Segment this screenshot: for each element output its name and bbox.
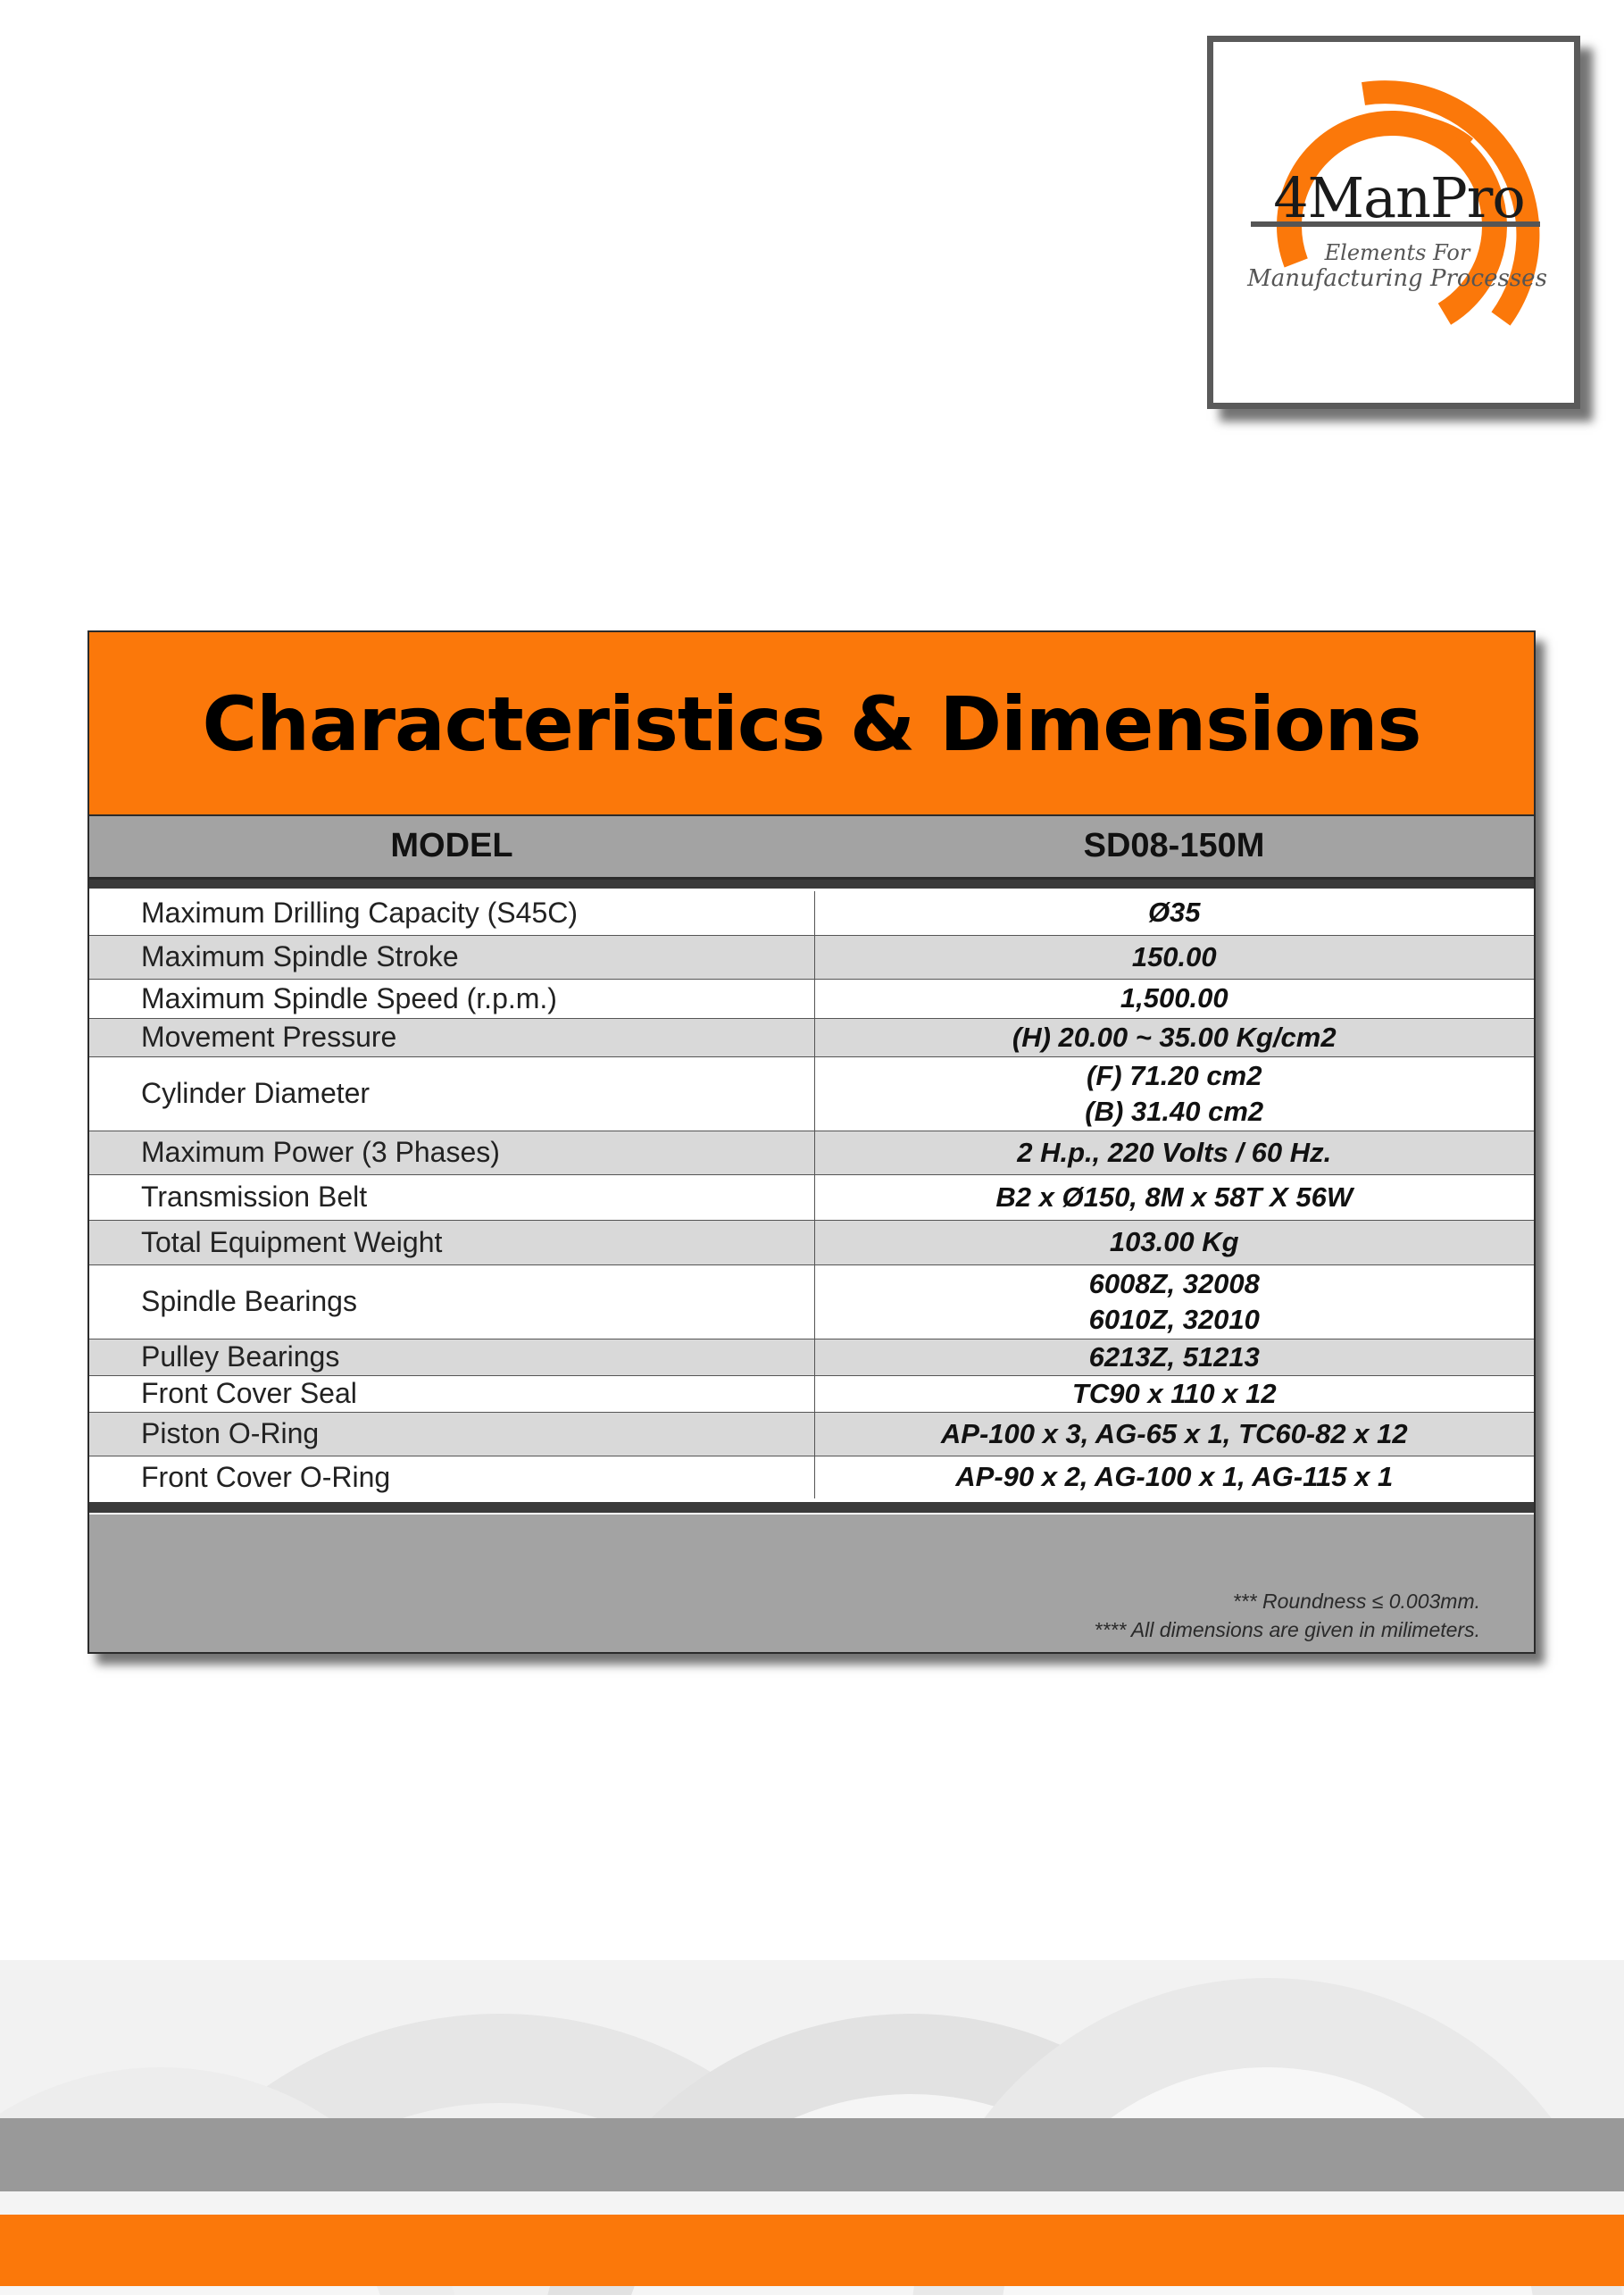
row-value-line: (B) 31.40 cm2 (1085, 1095, 1264, 1127)
model-label: MODEL (390, 827, 513, 864)
row-value: 150.00 (814, 935, 1534, 979)
table-row (89, 1018, 1534, 1056)
logo-tagline-2: Manufacturing Processes (1247, 265, 1547, 292)
row-label: Maximum Power (3 Phases) (89, 1131, 814, 1174)
divider (89, 880, 1534, 889)
row-value: AP-90 x 2, AG-100 x 1, AG-115 x 1 (814, 1456, 1534, 1498)
table-row (89, 1174, 1534, 1220)
footnote-roundness: *** Roundness ≤ 0.003mm. (1232, 1590, 1480, 1613)
footnote-units: **** All dimensions are given in milimeters. (1094, 1618, 1480, 1641)
spec-table (89, 891, 1534, 1498)
table-row (89, 979, 1534, 1018)
row-label: Pulley Bearings (89, 1339, 814, 1375)
brand-logo (1207, 36, 1580, 409)
footer-gap (0, 2191, 1624, 2215)
row-value: (H) 20.00 ~ 35.00 Kg/cm2 (814, 1018, 1534, 1056)
row-value-line: 6008Z, 32008 (1088, 1267, 1260, 1299)
row-value: TC90 x 110 x 12 (814, 1375, 1534, 1412)
card-footer (89, 1515, 1534, 1652)
row-label: Movement Pressure (89, 1018, 814, 1056)
card-title: Characteristics & Dimensions (202, 680, 1421, 768)
row-label: Transmission Belt (89, 1174, 814, 1220)
footer-gray-band (0, 2118, 1624, 2191)
row-value: B2 x Ø150, 8M x 58T X 56W (814, 1174, 1534, 1220)
spec-card (87, 630, 1536, 1654)
row-label: Total Equipment Weight (89, 1220, 814, 1264)
row-value-line: 6010Z, 32010 (1088, 1303, 1260, 1335)
table-row (89, 935, 1534, 979)
row-value: 6213Z, 51213 (814, 1339, 1534, 1375)
model-row (89, 816, 1534, 880)
table-row (89, 1412, 1534, 1456)
model-value: SD08-150M (1083, 827, 1265, 864)
table-row (89, 1220, 1534, 1264)
row-value: 2 H.p., 220 Volts / 60 Hz. (814, 1131, 1534, 1174)
row-label: Front Cover Seal (89, 1375, 814, 1412)
row-label: Front Cover O-Ring (89, 1456, 814, 1498)
row-value (814, 1056, 1534, 1131)
row-label: Piston O-Ring (89, 1412, 814, 1456)
table-row (89, 891, 1534, 935)
row-value: AP-100 x 3, AG-65 x 1, TC60-82 x 12 (814, 1412, 1534, 1456)
row-label: Cylinder Diameter (89, 1056, 814, 1131)
footer-orange-band (0, 2215, 1624, 2286)
table-row (89, 1375, 1534, 1412)
row-label: Maximum Spindle Stroke (89, 935, 814, 979)
card-header (89, 632, 1534, 816)
row-value: 103.00 Kg (814, 1220, 1534, 1264)
row-label: Maximum Spindle Speed (r.p.m.) (89, 979, 814, 1018)
table-row (89, 1339, 1534, 1375)
table-row (89, 1264, 1534, 1339)
row-value: 1,500.00 (814, 979, 1534, 1018)
row-label: Spindle Bearings (89, 1264, 814, 1339)
divider (89, 1502, 1534, 1513)
row-label: Maximum Drilling Capacity (S45C) (89, 891, 814, 935)
row-value: Ø35 (1147, 897, 1201, 929)
logo-tagline-1: Elements For (1324, 240, 1470, 265)
row-value (814, 1264, 1534, 1339)
row-value-line: (F) 71.20 cm2 (1087, 1059, 1262, 1091)
table-row (89, 1131, 1534, 1174)
table-row (89, 1056, 1534, 1131)
logo-wordmark: 4ManPro (1273, 165, 1525, 230)
table-row (89, 1456, 1534, 1498)
